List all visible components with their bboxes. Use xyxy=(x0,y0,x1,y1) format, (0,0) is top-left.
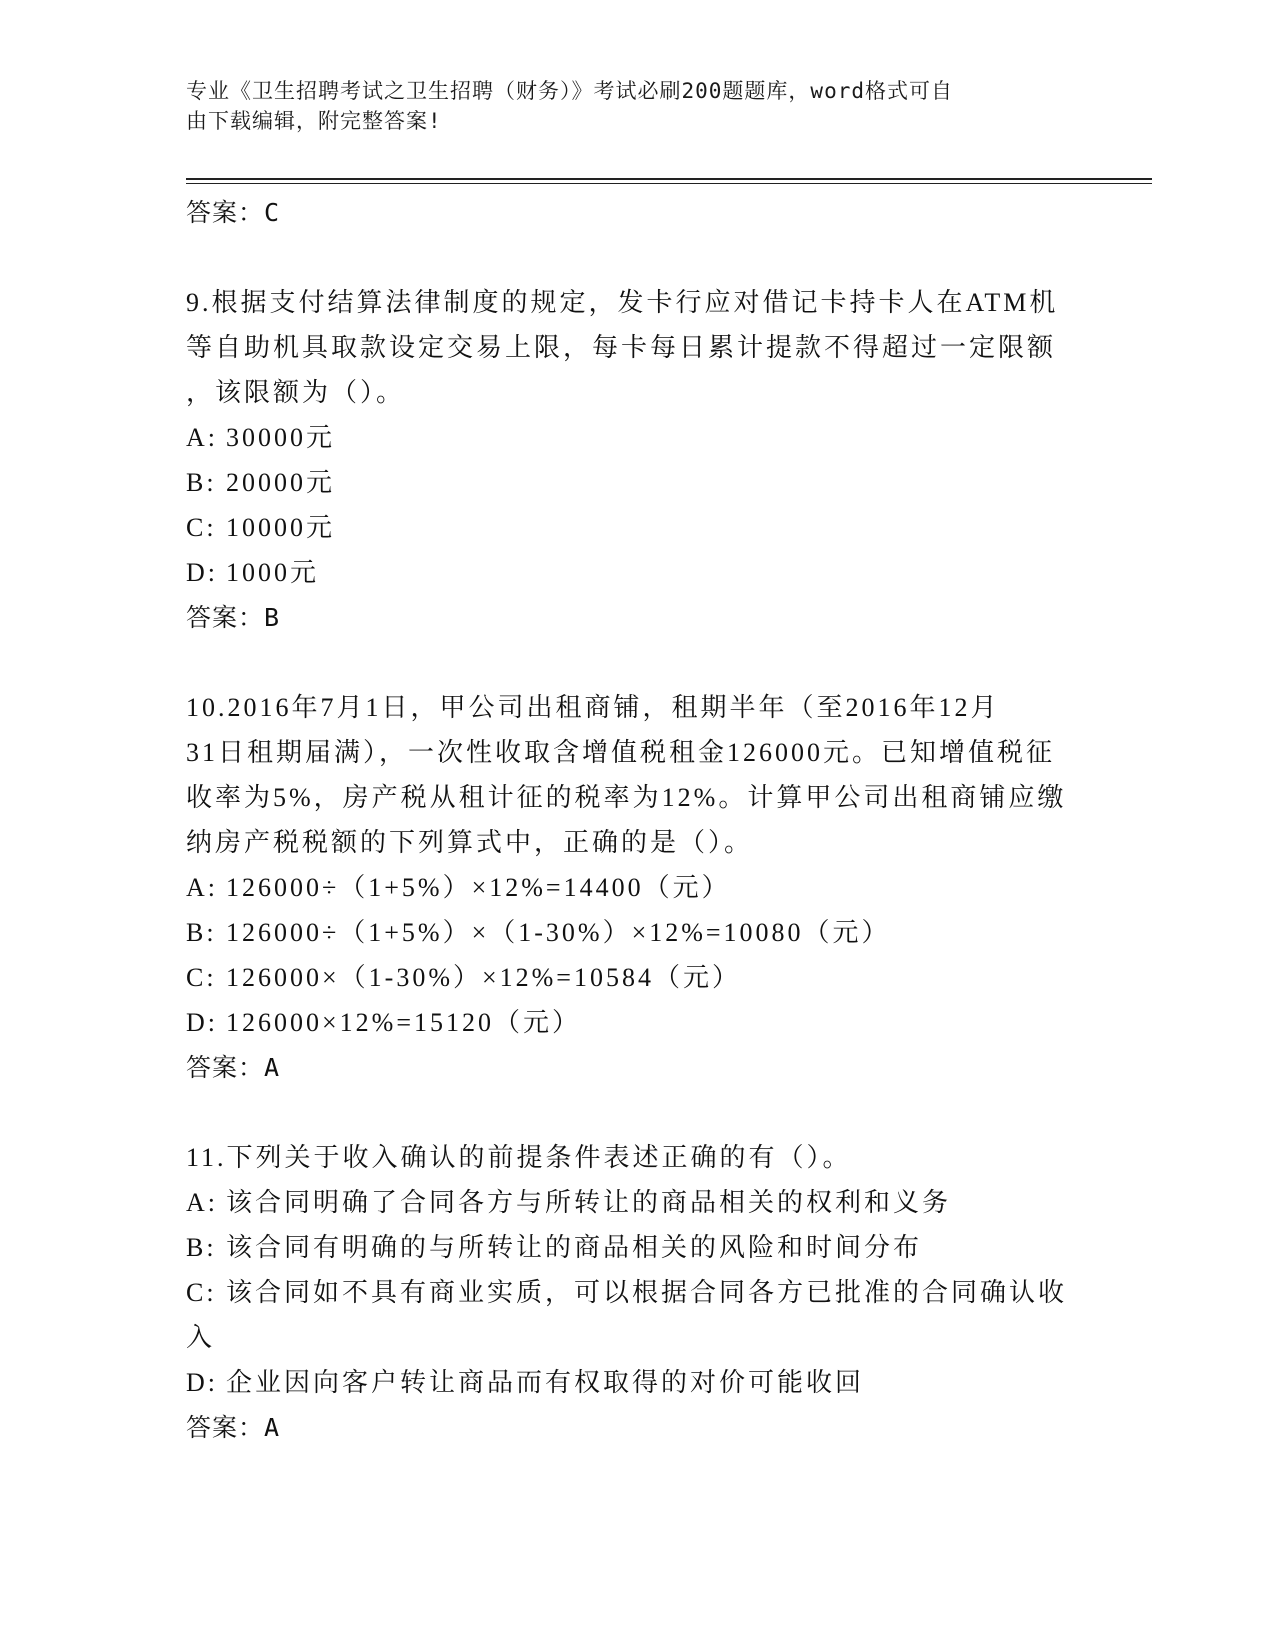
option-letter: D: xyxy=(186,1368,218,1397)
option-c xyxy=(186,1270,1086,1315)
question-10 xyxy=(186,685,1086,1090)
option-a xyxy=(186,415,1086,460)
option-text: 126000÷（1+5%）×12%=14400（元） xyxy=(226,873,731,902)
option-text: 10000元 xyxy=(226,513,336,542)
option-letter: A: xyxy=(186,873,218,902)
option-d xyxy=(186,550,1086,595)
question-10-line-3: 收率为5%，房产税从租计征的税率为12%。计算甲公司出租商铺应缴 xyxy=(186,783,1067,812)
option-text: 该合同明确了合同各方与所转让的商品相关的权利和义务 xyxy=(226,1188,952,1217)
option-text: 126000×（1-30%）×12%=10584（元） xyxy=(226,963,741,992)
header-line-1: 专业《卫生招聘考试之卫生招聘（财务）》考试必刷200题题库，word格式可自 xyxy=(186,79,953,103)
question-9-line-1: 9.根据支付结算法律制度的规定，发卡行应对借记卡持卡人在ATM机 xyxy=(186,288,1059,317)
option-letter: D: xyxy=(186,1008,218,1037)
option-text: 该合同有明确的与所转让的商品相关的风险和时间分布 xyxy=(226,1233,923,1262)
spacer xyxy=(186,640,1086,685)
question-10-line-1: 10.2016年7月1日，甲公司出租商铺，租期半年（至2016年12月 xyxy=(186,693,1000,722)
question-10-line-4: 纳房产税税额的下列算式中，正确的是（）。 xyxy=(186,828,754,857)
option-letter: A: xyxy=(186,1188,218,1217)
question-10-line-2: 31日租期届满），一次性收取含增值税租金126000元。已知增值税征 xyxy=(186,738,1056,767)
option-letter: C: xyxy=(186,513,217,542)
option-text: 企业因向客户转让商品而有权取得的对价可能收回 xyxy=(226,1368,865,1397)
question-11-line-1: 11.下列关于收入确认的前提条件表述正确的有（）。 xyxy=(186,1143,852,1172)
option-d xyxy=(186,1000,1086,1045)
option-text: 1000元 xyxy=(226,558,320,587)
question-11 xyxy=(186,1135,1086,1450)
document-header xyxy=(186,76,1066,136)
option-text: 30000元 xyxy=(226,423,336,452)
header-line-2: 由下载编辑，附完整答案! xyxy=(186,109,442,133)
spacer xyxy=(186,1090,1086,1135)
answer-previous: 答案：C xyxy=(186,198,281,227)
option-text: 该合同如不具有商业实质，可以根据合同各方已批准的合同确认收 xyxy=(226,1278,1068,1307)
question-9-line-2: 等自助机具取款设定交易上限，每卡每日累计提款不得超过一定限额 xyxy=(186,333,1057,362)
option-c-continued xyxy=(186,1315,1086,1360)
option-c xyxy=(186,505,1086,550)
question-9-answer: 答案：B xyxy=(186,603,281,632)
option-letter: B: xyxy=(186,918,217,947)
question-9 xyxy=(186,280,1086,640)
option-d xyxy=(186,1360,1086,1405)
option-text: 20000元 xyxy=(226,468,336,497)
option-letter: C: xyxy=(186,963,217,992)
option-letter: D: xyxy=(186,558,218,587)
option-a xyxy=(186,865,1086,910)
option-text: 入 xyxy=(186,1323,216,1352)
option-letter: B: xyxy=(186,1233,217,1262)
header-divider-thick xyxy=(186,178,1152,180)
option-a xyxy=(186,1180,1086,1225)
spacer xyxy=(186,235,1086,280)
question-11-answer: 答案：A xyxy=(186,1413,281,1442)
option-text: 126000÷（1+5%）×（1-30%）×12%=10080（元） xyxy=(226,918,891,947)
option-c xyxy=(186,955,1086,1000)
option-letter: A: xyxy=(186,423,218,452)
question-9-line-3: ，该限额为（）。 xyxy=(186,378,406,407)
option-letter: B: xyxy=(186,468,217,497)
option-b xyxy=(186,910,1086,955)
option-text: 126000×12%=15120（元） xyxy=(226,1008,581,1037)
option-b xyxy=(186,460,1086,505)
option-b xyxy=(186,1225,1086,1270)
question-10-answer: 答案：A xyxy=(186,1053,281,1082)
header-divider-thin xyxy=(186,183,1152,184)
option-letter: C: xyxy=(186,1278,217,1307)
document-body xyxy=(186,190,1086,1450)
